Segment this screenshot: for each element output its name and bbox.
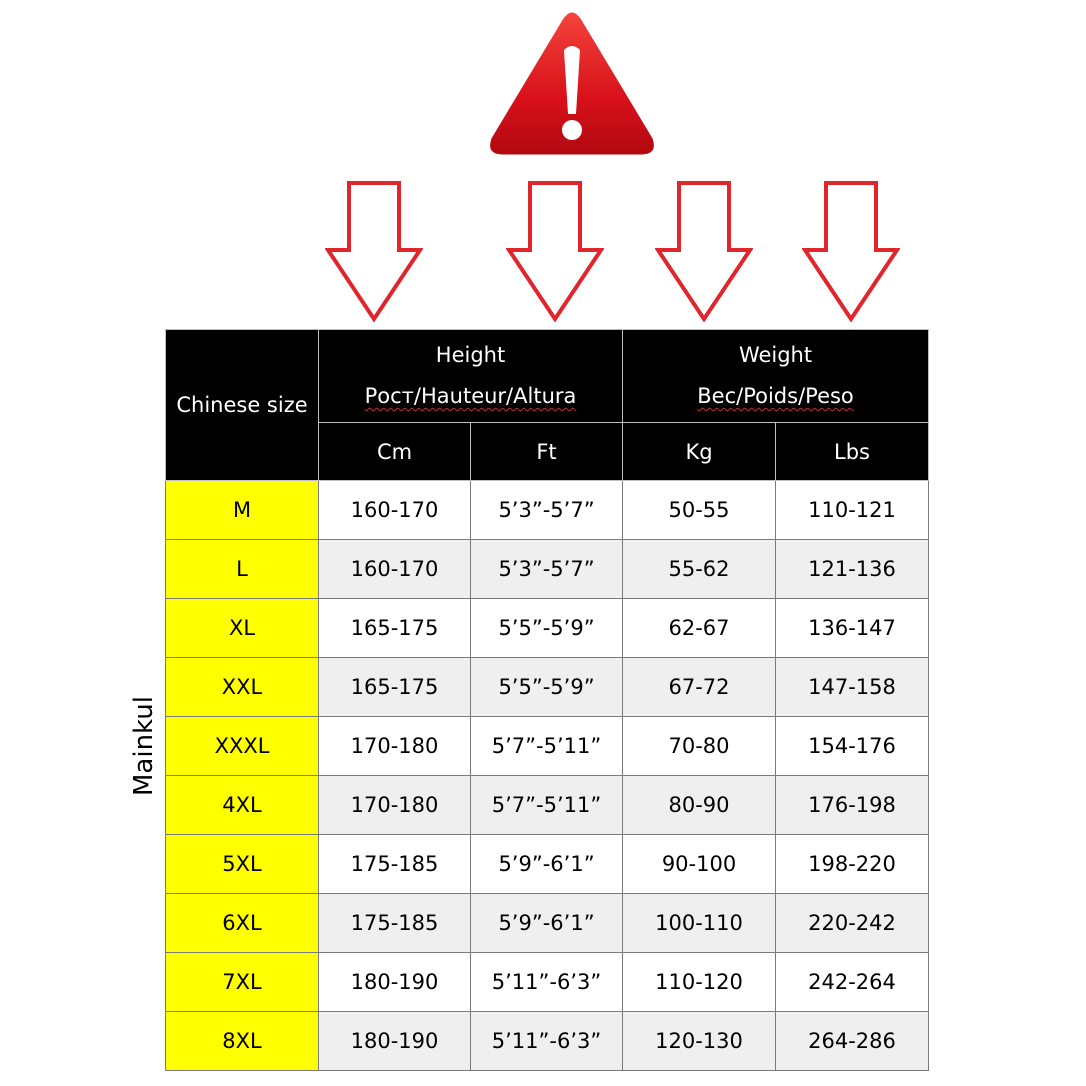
size-cell: 5XL (166, 835, 319, 894)
size-cell: M (166, 481, 319, 540)
cell-ft: 5’11”-6’3” (471, 1012, 623, 1071)
table-row (166, 599, 929, 658)
size-cell: 4XL (166, 776, 319, 835)
unit-header-cm: Cm (319, 423, 471, 481)
cell-lbs: 147-158 (776, 658, 929, 717)
cell-kg: 100-110 (623, 894, 776, 953)
cell-lbs: 121-136 (776, 540, 929, 599)
cell-lbs: 198-220 (776, 835, 929, 894)
cell-lbs: 110-121 (776, 481, 929, 540)
cell-lbs: 154-176 (776, 717, 929, 776)
height-group-header (319, 330, 623, 423)
table-row (166, 894, 929, 953)
size-column-header: Chinese size (166, 330, 319, 481)
cell-ft: 5’9”-6’1” (471, 894, 623, 953)
cell-lbs: 176-198 (776, 776, 929, 835)
down-arrow-icon (506, 180, 604, 322)
cell-kg: 55-62 (623, 540, 776, 599)
cell-cm: 160-170 (319, 540, 471, 599)
size-cell: 8XL (166, 1012, 319, 1071)
table-row (166, 540, 929, 599)
size-cell: 6XL (166, 894, 319, 953)
cell-ft: 5’7”-5’11” (471, 717, 623, 776)
cell-kg: 90-100 (623, 835, 776, 894)
cell-lbs: 136-147 (776, 599, 929, 658)
cell-cm: 180-190 (319, 1012, 471, 1071)
size-cell: XXXL (166, 717, 319, 776)
cell-kg: 120-130 (623, 1012, 776, 1071)
size-cell: XL (166, 599, 319, 658)
cell-cm: 165-175 (319, 599, 471, 658)
cell-lbs: 264-286 (776, 1012, 929, 1071)
cell-cm: 175-185 (319, 894, 471, 953)
cell-cm: 175-185 (319, 835, 471, 894)
size-chart-table (165, 329, 929, 1071)
table-row (166, 481, 929, 540)
cell-ft: 5’7”-5’11” (471, 776, 623, 835)
table-row (166, 717, 929, 776)
height-title: Height (435, 343, 506, 367)
cell-kg: 62-67 (623, 599, 776, 658)
weight-subtitle: Вес/Poids/Peso (697, 384, 854, 408)
cell-kg: 110-120 (623, 953, 776, 1012)
warning-triangle-icon (484, 6, 660, 162)
brand-label: Mainkul (129, 695, 159, 797)
size-cell: 7XL (166, 953, 319, 1012)
weight-group-header (623, 330, 929, 423)
cell-ft: 5’5”-5’9” (471, 599, 623, 658)
cell-lbs: 220-242 (776, 894, 929, 953)
cell-cm: 160-170 (319, 481, 471, 540)
cell-ft: 5’9”-6’1” (471, 835, 623, 894)
cell-cm: 180-190 (319, 953, 471, 1012)
cell-cm: 170-180 (319, 717, 471, 776)
size-cell: XXL (166, 658, 319, 717)
table-row (166, 953, 929, 1012)
table-row (166, 1012, 929, 1071)
height-subtitle: Рост/Hauteur/Altura (364, 384, 577, 408)
table-header-row (166, 330, 929, 423)
size-cell: L (166, 540, 319, 599)
cell-lbs: 242-264 (776, 953, 929, 1012)
unit-header-kg: Kg (623, 423, 776, 481)
cell-ft: 5’11”-6’3” (471, 953, 623, 1012)
weight-title: Weight (738, 343, 813, 367)
cell-ft: 5’3”-5’7” (471, 481, 623, 540)
down-arrow-icon (802, 180, 900, 322)
down-arrow-icon (325, 180, 423, 322)
unit-header-ft: Ft (471, 423, 623, 481)
cell-kg: 67-72 (623, 658, 776, 717)
cell-kg: 70-80 (623, 717, 776, 776)
cell-kg: 80-90 (623, 776, 776, 835)
cell-cm: 170-180 (319, 776, 471, 835)
cell-ft: 5’5”-5’9” (471, 658, 623, 717)
table-row (166, 658, 929, 717)
table-row (166, 835, 929, 894)
cell-kg: 50-55 (623, 481, 776, 540)
table-row (166, 776, 929, 835)
unit-header-lbs: Lbs (776, 423, 929, 481)
cell-cm: 165-175 (319, 658, 471, 717)
down-arrow-icon (655, 180, 753, 322)
cell-ft: 5’3”-5’7” (471, 540, 623, 599)
